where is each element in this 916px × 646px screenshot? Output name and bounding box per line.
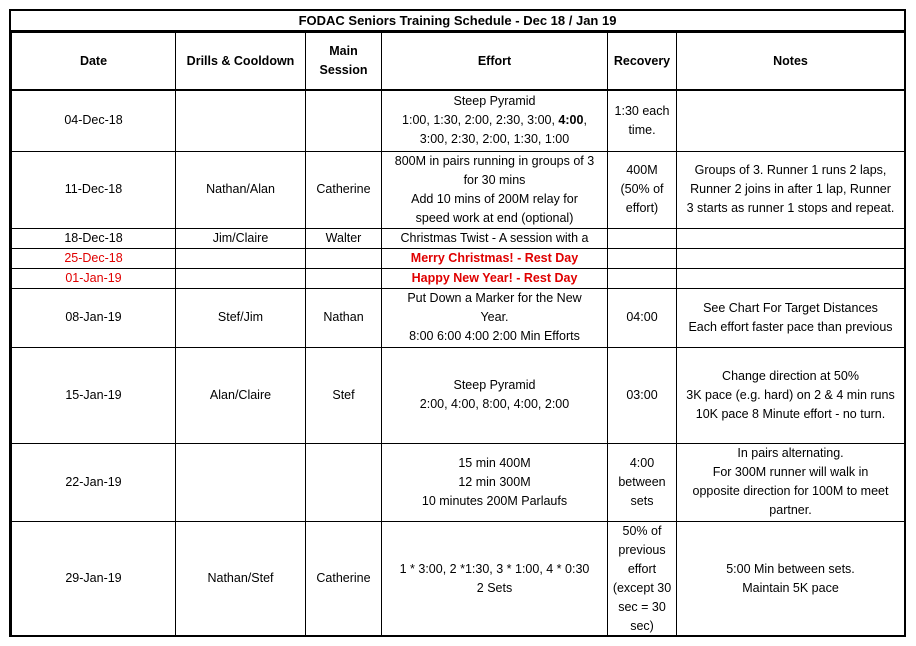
recovery-line: (50% of	[620, 182, 664, 196]
recovery-line: previous	[618, 542, 666, 557]
cell-effort: Christmas Twist - A session with a	[382, 228, 608, 248]
cell-drills: Stef/Jim	[176, 288, 306, 347]
notes-line: 3 starts as runner 1 stops and repeat.	[686, 201, 895, 215]
cell-effort	[382, 288, 608, 347]
schedule-table	[11, 32, 905, 637]
cell-effort: Merry Christmas! - Rest Day	[382, 248, 608, 268]
cell-notes	[677, 90, 905, 151]
cell-drills	[176, 90, 306, 151]
cell-notes	[677, 248, 905, 268]
effort-line: 1 * 3:00, 2 *1:30, 3 * 1:00, 4 * 0:30	[399, 561, 590, 576]
recovery-line: effort)	[625, 201, 659, 215]
recovery-line: 400M	[626, 163, 658, 177]
cell-recovery: 03:00	[608, 347, 677, 443]
cell-recovery	[608, 521, 677, 636]
cell-main-session: Catherine	[306, 151, 382, 228]
header-main-session-label: Main Session	[319, 44, 368, 77]
cell-recovery	[608, 90, 677, 151]
recovery-line: time.	[628, 122, 656, 137]
recovery-line: sec)	[630, 618, 654, 633]
cell-main-session	[306, 90, 382, 151]
table-row	[12, 228, 905, 248]
cell-date: 01-Jan-19	[12, 268, 176, 288]
notes-line: 3K pace (e.g. hard) on 2 & 4 min runs	[686, 387, 895, 402]
notes-line: See Chart For Target Distances	[703, 300, 878, 315]
cell-drills: Nathan/Stef	[176, 521, 306, 636]
recovery-line: sets	[630, 493, 654, 508]
cell-recovery	[608, 248, 677, 268]
effort-line: Add 10 mins of 200M relay for	[411, 191, 578, 206]
cell-main-session: Walter	[306, 228, 382, 248]
cell-drills	[176, 443, 306, 521]
table-row	[12, 347, 905, 443]
effort-line: 800M in pairs running in groups of 3	[394, 153, 595, 168]
table-row	[12, 521, 905, 636]
cell-drills: Jim/Claire	[176, 228, 306, 248]
cell-effort	[382, 521, 608, 636]
recovery-line: 4:00	[629, 455, 655, 470]
cell-date: 08-Jan-19	[12, 288, 176, 347]
effort-line: 2:00, 4:00, 8:00, 4:00, 2:00	[419, 397, 570, 411]
notes-line: For 300M runner will walk in	[712, 465, 869, 479]
cell-effort	[382, 151, 608, 228]
cell-effort: Happy New Year! - Rest Day	[382, 268, 608, 288]
cell-recovery	[608, 268, 677, 288]
effort-line: speed work at end (optional)	[415, 210, 574, 225]
cell-notes	[677, 521, 905, 636]
notes-line: Change direction at 50%	[722, 368, 859, 383]
table-row	[12, 151, 905, 228]
notes-line: 5:00 Min between sets.	[726, 561, 855, 576]
header-notes: Notes	[677, 33, 905, 91]
header-recovery: Recovery	[608, 33, 677, 91]
effort-line: Steep Pyramid	[453, 94, 536, 109]
notes-line: In pairs alternating.	[737, 446, 844, 460]
effort-line: for 30 mins	[463, 172, 526, 187]
cell-main-session	[306, 268, 382, 288]
header-date: Date	[12, 33, 176, 91]
notes-line: Groups of 3. Runner 1 runs 2 laps,	[694, 163, 887, 177]
recovery-line: between	[618, 474, 666, 489]
cell-recovery: 04:00	[608, 288, 677, 347]
cell-recovery	[608, 443, 677, 521]
effort-text: 1:00, 1:30, 2:00, 2:30, 3:00,	[402, 113, 559, 128]
table-row	[12, 248, 905, 268]
cell-drills: Nathan/Alan	[176, 151, 306, 228]
cell-effort	[382, 443, 608, 521]
effort-line: Year.	[480, 310, 509, 324]
recovery-line: sec = 30	[618, 599, 666, 614]
notes-line: Maintain 5K pace	[742, 580, 839, 595]
effort-line: 2 Sets	[476, 580, 513, 595]
cell-effort	[382, 90, 608, 151]
notes-line: partner.	[769, 503, 812, 517]
notes-line: opposite direction for 100M to meet	[692, 484, 889, 498]
effort-text: ,	[583, 113, 587, 128]
schedule-title: FODAC Seniors Training Schedule - Dec 18 / Jan 19	[11, 11, 904, 32]
cell-date: 18-Dec-18	[12, 228, 176, 248]
recovery-line: 50% of	[622, 523, 662, 538]
cell-date: 29-Jan-19	[12, 521, 176, 636]
cell-main-session	[306, 248, 382, 268]
header-drills: Drills & Cooldown	[176, 33, 306, 91]
cell-drills	[176, 268, 306, 288]
cell-notes	[677, 228, 905, 248]
effort-peak-text: 4:00	[558, 113, 584, 128]
cell-main-session: Nathan	[306, 288, 382, 347]
effort-line: 10 minutes 200M Parlaufs	[421, 493, 568, 508]
cell-main-session: Catherine	[306, 521, 382, 636]
cell-notes	[677, 151, 905, 228]
cell-drills	[176, 248, 306, 268]
cell-recovery	[608, 151, 677, 228]
recovery-line: effort	[627, 561, 657, 576]
effort-line: Steep Pyramid	[453, 378, 536, 392]
notes-line: Runner 2 joins in after 1 lap, Runner	[690, 182, 891, 196]
cell-notes	[677, 268, 905, 288]
cell-drills: Alan/Claire	[176, 347, 306, 443]
recovery-line: 1:30 each	[614, 103, 670, 118]
effort-line: 3:00, 2:30, 2:00, 1:30, 1:00	[419, 132, 570, 147]
header-main-session	[306, 33, 382, 91]
recovery-line: (except 30	[612, 580, 672, 595]
notes-line: Each effort faster pace than previous	[688, 319, 893, 334]
effort-line: 12 min 300M	[458, 474, 531, 489]
cell-notes	[677, 288, 905, 347]
notes-line: 10K pace 8 Minute effort - no turn.	[695, 406, 886, 421]
effort-line: 15 min 400M	[458, 455, 531, 470]
cell-date: 15-Jan-19	[12, 347, 176, 443]
table-row	[12, 288, 905, 347]
table-row	[12, 268, 905, 288]
cell-notes	[677, 347, 905, 443]
cell-main-session: Stef	[306, 347, 382, 443]
cell-notes	[677, 443, 905, 521]
header-effort: Effort	[382, 33, 608, 91]
cell-date: 04-Dec-18	[12, 90, 176, 151]
header-row	[12, 33, 905, 91]
table-row	[12, 90, 905, 151]
cell-effort	[382, 347, 608, 443]
effort-line: 8:00 6:00 4:00 2:00 Min Efforts	[409, 329, 580, 343]
effort-line: Put Down a Marker for the New	[407, 291, 582, 305]
cell-date: 11-Dec-18	[12, 151, 176, 228]
schedule-sheet	[9, 9, 906, 637]
cell-date: 25-Dec-18	[12, 248, 176, 268]
cell-main-session	[306, 443, 382, 521]
table-row	[12, 443, 905, 521]
effort-line	[385, 111, 604, 130]
cell-recovery	[608, 228, 677, 248]
cell-date: 22-Jan-19	[12, 443, 176, 521]
